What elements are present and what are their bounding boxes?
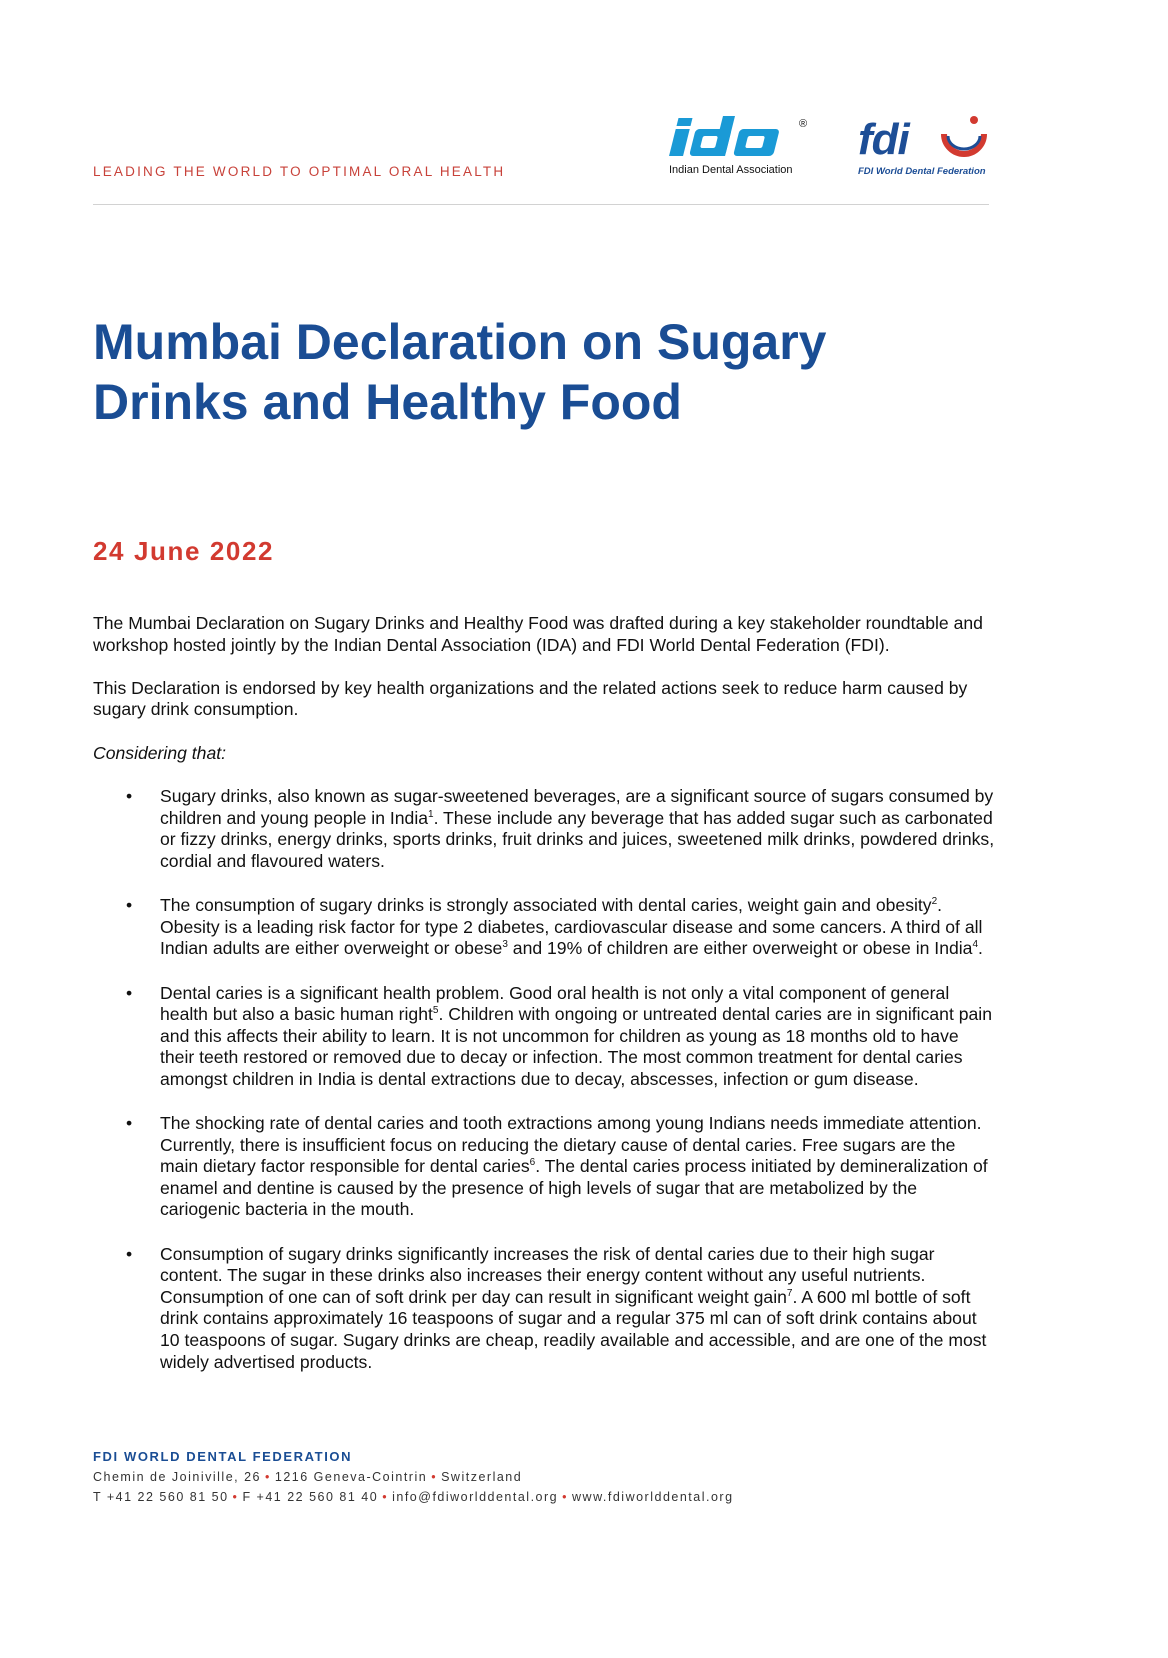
- consideration-text: and 19% of children are either overweight or obese in India: [507, 938, 973, 959]
- footnote-ref: 5: [432, 1005, 439, 1017]
- fdi-logo: [856, 110, 992, 182]
- footer-street: Chemin de Joiniville, 26: [93, 1470, 262, 1484]
- footnote-ref: 6: [529, 1157, 536, 1169]
- footnote-ref: 7: [786, 1287, 793, 1299]
- consideration-text: . Obesity is a leading risk factor for type 2 diabetes, cardiovascular disease and some cancers. A third of all Indian adults are either overweight or obese: [160, 895, 983, 959]
- considerations-list: [93, 786, 997, 1373]
- document-body: [93, 613, 997, 1396]
- footnote-ref: 4: [972, 939, 979, 951]
- header-divider: [93, 204, 989, 205]
- bullet-icon: •: [126, 786, 133, 807]
- fdi-logo-mark: [856, 110, 992, 166]
- footer-separator: •: [382, 1490, 389, 1504]
- footer-fax: F +41 22 560 81 40: [242, 1490, 379, 1504]
- ida-logo: [666, 112, 814, 180]
- document-title: Mumbai Declaration on Sugary Drinks and Healthy Food: [93, 314, 827, 430]
- footer-address: [93, 1470, 993, 1484]
- consideration-item: [93, 786, 997, 872]
- consideration-text: . The dental caries process initiated by demineralization of enamel and dentine is caused by the presence of high levels of sugar that are metabolized by the cariogenic bacteria in the mouth.: [160, 1156, 988, 1220]
- ida-logo-caption: Indian Dental Association: [669, 164, 793, 176]
- footer: [93, 1449, 993, 1504]
- footer-separator: •: [265, 1470, 271, 1484]
- bullet-icon: •: [126, 1243, 133, 1264]
- footer-contact: [93, 1490, 993, 1504]
- consideration-item: [93, 895, 997, 960]
- considering-heading: Considering that:: [93, 742, 227, 763]
- consideration-item: [93, 1113, 997, 1221]
- footer-organization: FDI WORLD DENTAL FEDERATION: [93, 1449, 353, 1464]
- footer-separator: •: [562, 1490, 569, 1504]
- consideration-text: Dental caries is a significant health problem. Good oral health is not only a vital component of general health but also a basic human right: [160, 982, 950, 1025]
- consideration-text: . Children with ongoing or untreated dental caries are in significant pain and this affects their ability to learn. It is not uncommon for children as young as 18 months old to have their teeth restored or removed due to decay or infection. The most common treatment for dental caries amongst children in India is dental extractions due to decay, abscesses, infection or gum disease.: [160, 1004, 992, 1089]
- intro-paragraph: The Mumbai Declaration on Sugary Drinks and Healthy Food was drafted during a key stakeholder roundtable and workshop hosted jointly by the Indian Dental Association (IDA) and FDI World Dental Federation (FDI).: [93, 613, 983, 655]
- consideration-item: [93, 983, 997, 1091]
- header-tagline: LEADING THE WORLD TO OPTIMAL ORAL HEALTH: [93, 164, 506, 179]
- bullet-icon: •: [126, 1113, 133, 1134]
- consideration-item: [93, 1244, 997, 1374]
- consideration-text: . These include any beverage that has added sugar such as carbonated or fizzy drinks, energy drinks, sports drinks, fruit drinks and juices, sweetened milk drinks, powdered drinks, cordial and flavoured waters.: [160, 807, 995, 871]
- footer-separator: •: [431, 1470, 438, 1484]
- svg-text:fdi: fdi: [858, 115, 909, 164]
- consideration-text: The shocking rate of dental caries and tooth extractions among young Indians needs immediate attention. Currently, there is insufficient focus on reducing the dietary cause of dental caries. Free sugars are the main dietary factor responsible for dental caries: [160, 1113, 982, 1177]
- bullet-icon: •: [126, 982, 133, 1003]
- footer-separator: •: [232, 1490, 239, 1504]
- ida-logo-mark: [666, 112, 806, 164]
- intro-paragraph: This Declaration is endorsed by key health organizations and the related actions seek to reduce harm caused by sugary drink consumption.: [93, 677, 968, 720]
- footer-email-link[interactable]: info@fdiworlddental.org: [392, 1490, 559, 1504]
- bullet-icon: •: [126, 895, 133, 916]
- consideration-text: Consumption of sugary drinks significantly increases the risk of dental caries due to their high sugar content. The sugar in these drinks also increases their energy content without any useful nutrients. Consumption of one can of soft drink per day can result in significant weight gain: [160, 1243, 935, 1307]
- footnote-ref: 2: [931, 896, 938, 908]
- footnote-ref: 1: [428, 808, 434, 820]
- registered-mark: ®: [799, 118, 808, 130]
- fdi-logo-caption: FDI World Dental Federation: [858, 166, 986, 177]
- consideration-text: . A 600 ml bottle of soft drink contains approximately 16 teaspoons of sugar and a regular 375 ml can of soft drink contains about 10 teaspoons of sugar. Sugary drinks are cheap, readily available and accessible, and are one of the most widely advertised products.: [160, 1286, 987, 1372]
- document-date: 24 June 2022: [93, 536, 275, 566]
- footer-website-link[interactable]: www.fdiworlddental.org: [572, 1490, 734, 1504]
- footer-country: Switzerland: [441, 1470, 523, 1484]
- footer-phone: T +41 22 560 81 50: [93, 1490, 229, 1504]
- footnote-ref: 3: [502, 939, 508, 951]
- consideration-text: .: [978, 938, 983, 959]
- consideration-text: The consumption of sugary drinks is strongly associated with dental caries, weight gain and obesity: [160, 895, 932, 916]
- footer-city: 1216 Geneva-Cointrin: [274, 1470, 428, 1484]
- consideration-text: Sugary drinks, also known as sugar-sweetened beverages, are a significant source of sugars consumed by children and young people in India: [160, 786, 994, 828]
